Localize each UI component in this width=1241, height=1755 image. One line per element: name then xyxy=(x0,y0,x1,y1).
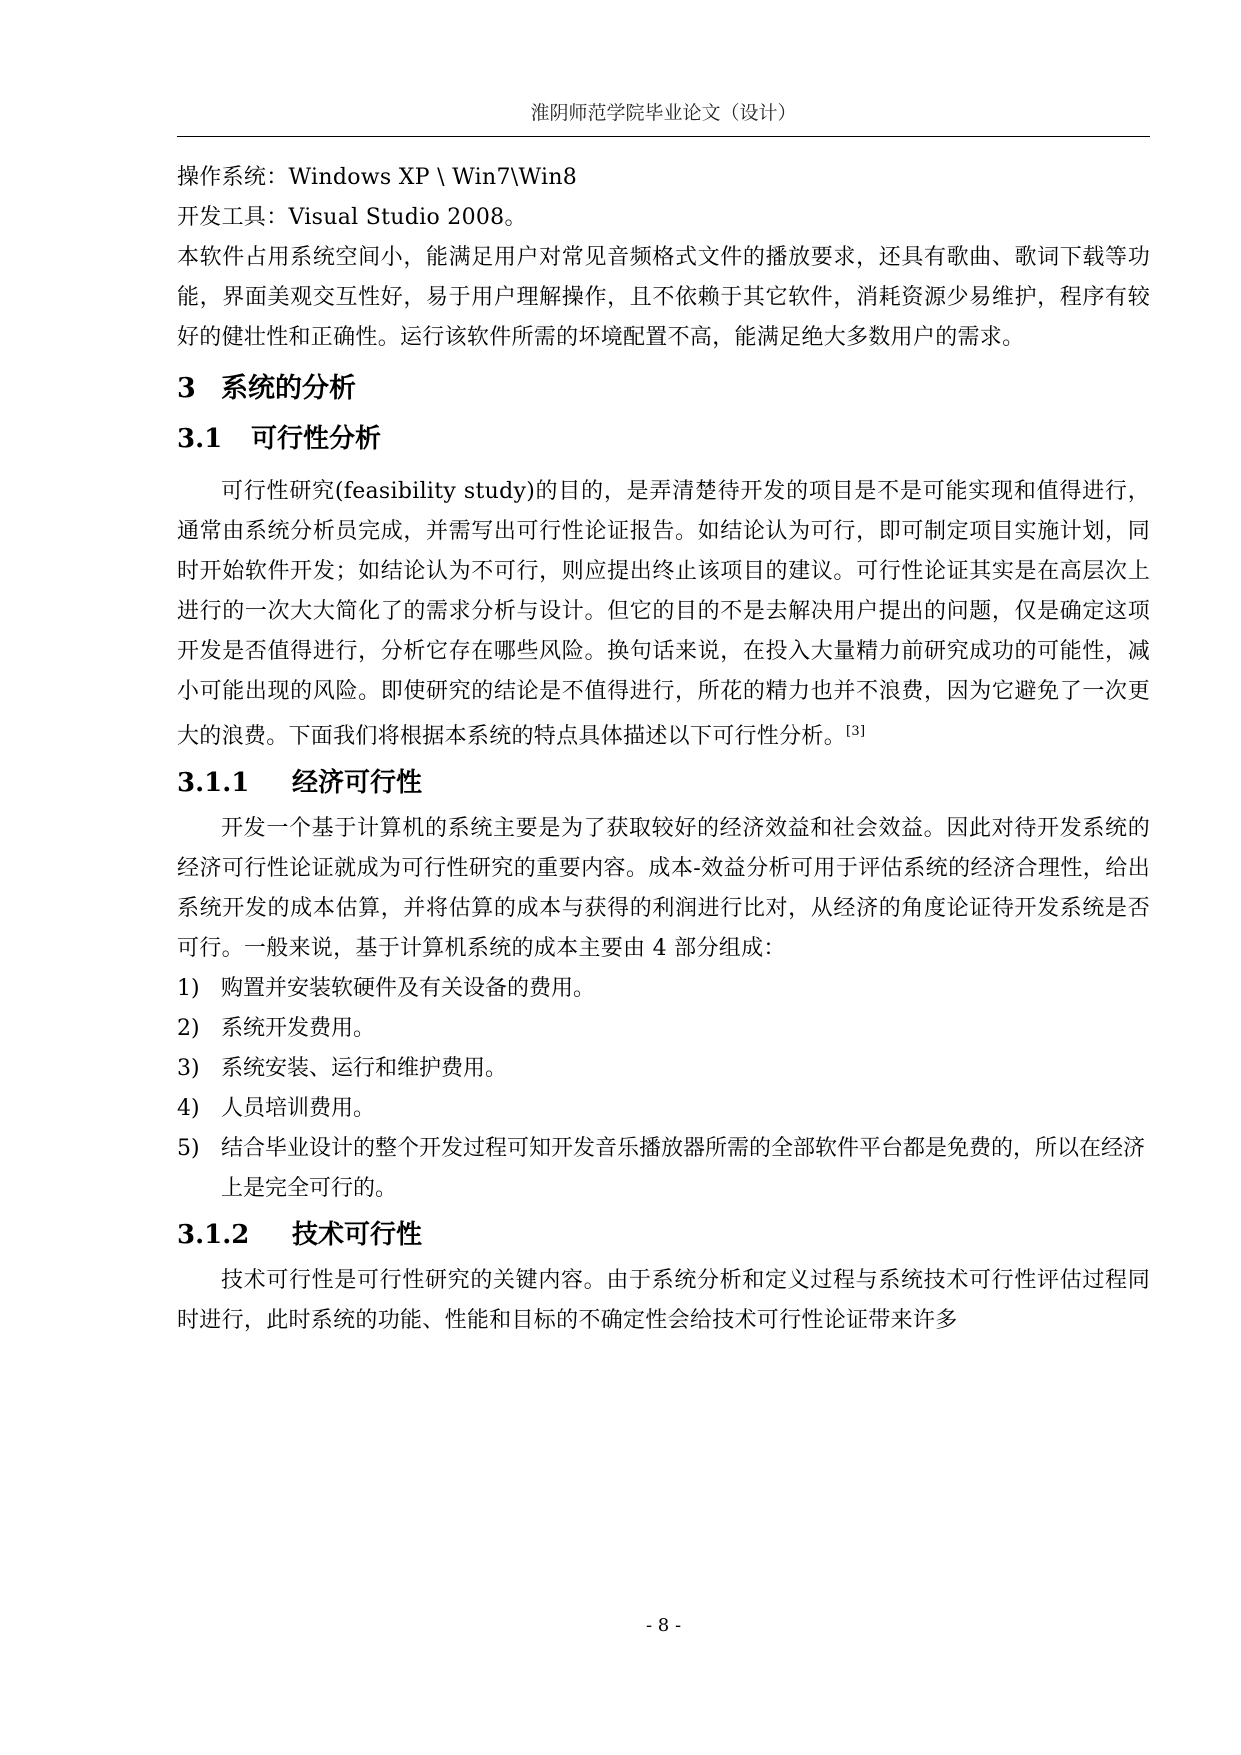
list-item-text: 系统开发费用。 xyxy=(221,1016,376,1041)
list-item-number: 2) xyxy=(177,1016,200,1041)
summary-paragraph: 本软件占用系统空间小，能满足用户对常见音频格式文件的播放要求，还具有歌曲、歌词下载等功能，界面美观交互性好，易于用户理解操作，且不依赖于其它软件，消耗资源少易维护，程序有较好的健壮性和正确性。运行该软件所需的坏境配置不高，能满足绝大多数用户的需求。 xyxy=(177,245,1150,350)
os-line: 操作系统：Windows XP \ Win7\Win8 xyxy=(177,165,578,190)
section-title: 经济可行性 xyxy=(292,768,423,798)
list-item-number: 1) xyxy=(177,976,200,1001)
list-item-text: 购置并安装软硬件及有关设备的费用。 xyxy=(221,976,596,1001)
header-rule xyxy=(177,136,1150,137)
section-3-1-2-heading xyxy=(177,1211,1150,1259)
section-number: 3.1.2 xyxy=(177,1220,250,1250)
section-number: 3.1.1 xyxy=(177,768,250,798)
section-title: 可行性分析 xyxy=(251,424,382,454)
citation: [3] xyxy=(846,724,866,739)
list-item-number: 5) xyxy=(177,1136,200,1161)
page-content xyxy=(177,158,1150,1341)
section-number: 3.1 xyxy=(177,424,223,454)
page-number: - 8 - xyxy=(645,1615,682,1636)
section-3-1-1-heading xyxy=(177,759,1150,807)
list-item xyxy=(177,1089,1150,1129)
section-3-1-heading xyxy=(177,414,1150,464)
feasibility-paragraph xyxy=(177,472,1150,757)
technical-paragraph: 技术可行性是可行性研究的关键内容。由于系统分析和定义过程与系统技术可行性评估过程同时进行，此时系统的功能、性能和目标的不确定性会给技术可行性论证带来许多 xyxy=(177,1268,1150,1333)
list-item xyxy=(177,969,1150,1009)
list-item xyxy=(177,1009,1150,1049)
section-number: 3 xyxy=(177,373,196,404)
cost-list xyxy=(177,969,1150,1209)
list-item-text: 人员培训费用。 xyxy=(221,1096,376,1121)
list-item xyxy=(177,1129,1150,1209)
page-header-title: 淮阴师范学院毕业论文（设计） xyxy=(530,102,797,124)
list-item-number: 3) xyxy=(177,1056,200,1081)
tool-line: 开发工具：Visual Studio 2008。 xyxy=(177,205,527,230)
list-item-text: 系统安装、运行和维护费用。 xyxy=(221,1056,508,1081)
list-item-number: 4) xyxy=(177,1096,200,1121)
section-3-heading xyxy=(177,364,1150,414)
list-item-text: 结合毕业设计的整个开发过程可知开发音乐播放器所需的全部软件平台都是免费的，所以在经济上是完全可行的。 xyxy=(221,1136,1146,1201)
paragraph-text: 可行性研究(feasibility study)的目的，是弄清楚待开发的项目是不是可能实现和值得进行，通常由系统分析员完成，并需写出可行性论证报告。如结论认为可行，即可制定项目实施计划，同时开始软件开发；如结论认为不可行，则应提出终止该项目的建议。可行性论证其实是在高层次上进行的一次大大简化了的需求分析与设计。但它的目的不是去解决用户提出的问题，仅是确定这项开发是否值得进行，分析它存在哪些风险。换句话来说，在投入大量精力前研究成功的可能性，减小可能出现的风险。即使研究的结论是不值得进行，所花的精力也并不浪费，因为它避免了一次更大的浪费。下面我们将根据本系统的特点具体描述以下可行性分析。 xyxy=(177,479,1150,749)
economic-paragraph: 开发一个基于计算机的系统主要是为了获取较好的经济效益和社会效益。因此对待开发系统的经济可行性论证就成为可行性研究的重要内容。成本-效益分析可用于评估系统的经济合理性，给出系统开发的成本估算，并将估算的成本与获得的利润进行比对，从经济的角度论证待开发系统是否可行。一般来说，基于计算机系统的成本主要由 4 部分组成： xyxy=(177,816,1150,961)
section-title: 系统的分析 xyxy=(221,373,356,404)
section-title: 技术可行性 xyxy=(292,1220,423,1250)
list-item xyxy=(177,1049,1150,1089)
